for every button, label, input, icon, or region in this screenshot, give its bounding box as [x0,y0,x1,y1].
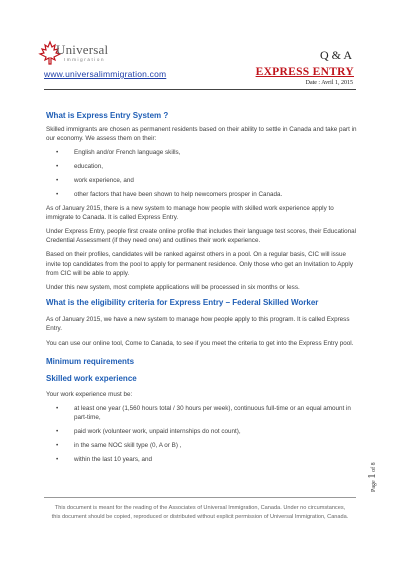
paragraph: Based on their profiles, candidates will be ranked against others in a pool. On a regular basis, CIC will issue invite top candidates from the pool to apply for permanent residence. Only those who get an Invitation to Apply from CIC will be able to apply. [46,251,353,277]
paragraph: As of January 2015, there is a new system to manage how people with skilled work experience apply to immigrate to Canada. It is called Express Entry. [46,204,334,221]
page-suffix: of 8 [371,462,377,474]
list-item: • education, [72,162,358,171]
company-logo [36,40,126,70]
assessment-list [46,148,358,199]
section-heading-eligibility: What is the eligibility criteria for Express Entry – Federal Skilled Worker [46,298,319,308]
paragraph: You can use our online tool, Come to Canada, to see if you meet the criteria to get into the Express Entry pool. [46,339,354,347]
work-experience-list [46,404,358,464]
paragraph: Under this new system, most complete applications will be processed in six months or less. [46,284,300,292]
qa-label: Q & A [319,48,352,62]
page-current: 1 [366,473,378,479]
list-item: • in the same NOC skill type (0, A or B) , [72,441,358,450]
logo-subtitle: Immigration [64,57,106,62]
document-body [46,110,358,468]
subheading-skilled-work-experience: Skilled work experience [46,373,137,383]
subheading-minimum-requirements: Minimum requirements [46,356,135,366]
paragraph: As of January 2015, we have a new system to manage how people apply to this program. It is called Express Entry. [46,316,350,333]
footer-disclaimer: This document is meant for the reading of the Associates of Universal Immigration, Canada. Under no circumstances, this document should be copied, reproduced or distributed without explicit permission of Universal Immigration, Canada. [51,505,349,520]
document-date: Date : Avril 1, 2015 [305,80,353,86]
header-divider [44,89,356,90]
logo-name: Universal [56,42,109,57]
list-item: • work experience, and [72,176,358,185]
page-prefix: Page [371,478,377,492]
list-item: • at least one year (1,560 hours total / 30 hours per week), continuous full-time or an equal amount in part-time, [72,404,358,422]
paragraph: Skilled immigrants are chosen as permanent residents based on their ability to settle in Canada and take part in our economy. We assess them on their: [46,126,357,143]
paragraph: Your work experience must be: [46,390,133,398]
website-link[interactable]: www.universalimmigration.com [44,69,167,79]
list-item: • English and/or French language skills, [72,148,358,157]
footer-divider [44,497,356,498]
list-item: • paid work (volunteer work, unpaid internships do not count), [72,427,358,436]
paragraph: Under Express Entry, people first create online profile that includes their language test scores, their Educational Credential Assessment (if they need one) and outlines their work experience. [46,228,356,245]
document-title: EXPRESS ENTRY [255,66,354,78]
list-item: • within the last 10 years, and [72,455,358,464]
list-item: • other factors that have been shown to help newcomers prosper in Canada. [72,190,358,199]
section-heading-express-entry: What is Express Entry System ? [46,111,169,120]
page-number [366,452,380,492]
